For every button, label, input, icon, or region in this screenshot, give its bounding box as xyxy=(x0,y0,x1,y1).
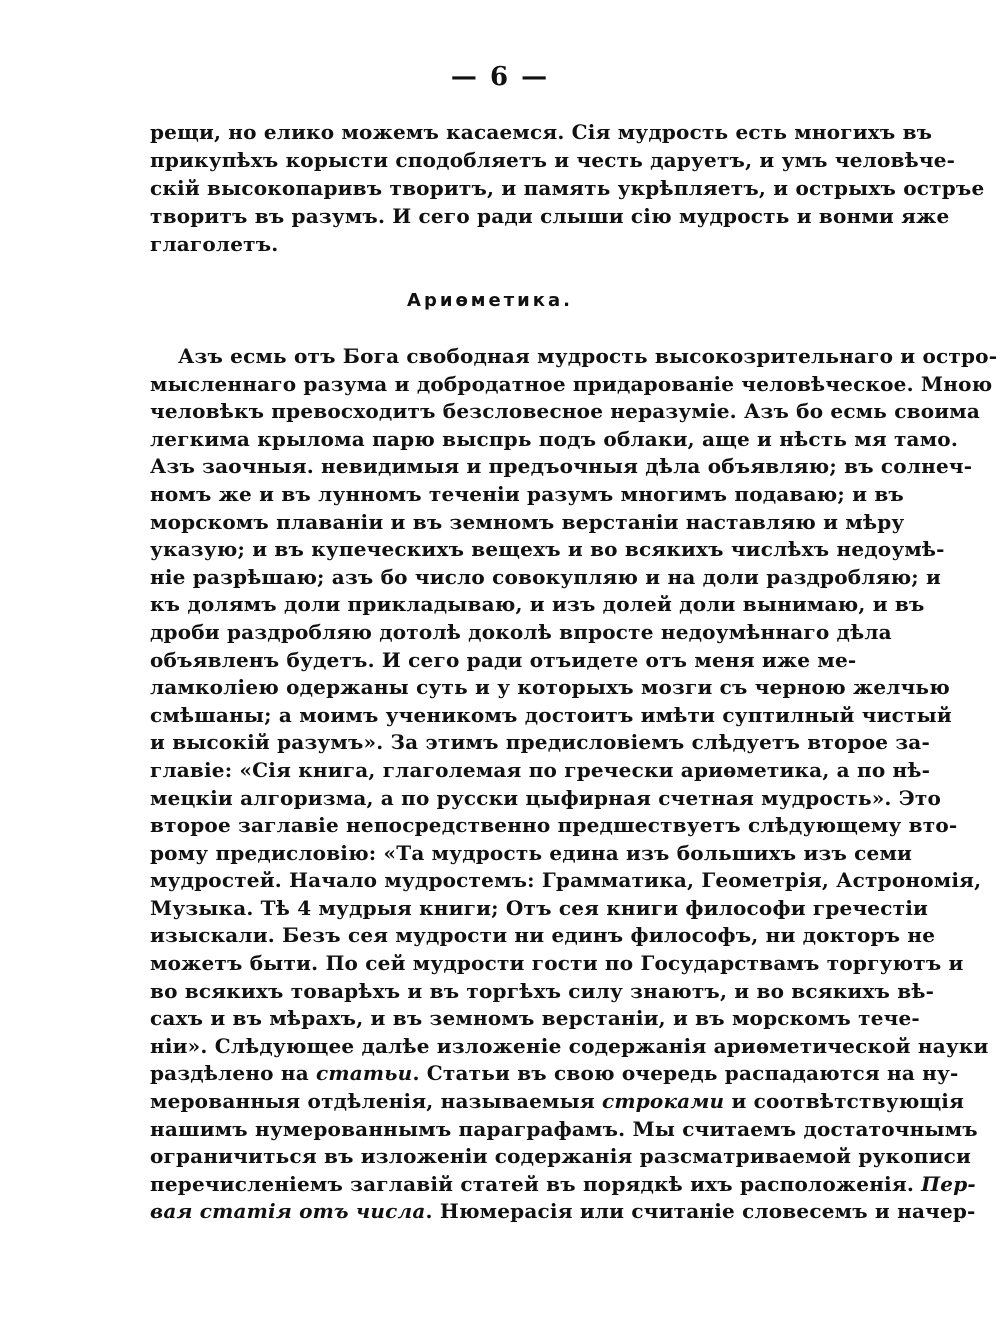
text-line: во всякихъ товарѣхъ и въ торгѣхъ силу знаютъ, и во всякихъ вѣ- xyxy=(150,978,935,1003)
text-line: смѣшаны; а моимъ ученикомъ достоитъ имѣти суптилный чистый xyxy=(150,702,952,727)
text-line: объявленъ будетъ. И сего ради отъидете отъ меня иже ме- xyxy=(150,647,857,672)
text-line: перечисленіемъ заглавій статей въ порядкѣ ихъ расположенія. Пер- xyxy=(150,1171,976,1196)
text-line: можетъ быти. По сей мудрости гости по Государствамъ торгуютъ и xyxy=(150,951,964,976)
text-line: Азъ заочныя. невидимыя и предъочныя дѣла объявляю; въ солнеч- xyxy=(150,454,973,479)
text-line: ограничиться въ изложеніи содержанія разсматриваемой рукописи xyxy=(150,1144,972,1169)
text-line: Азъ есмь отъ Бога свободная мудрость высокозрительнаго и остро- xyxy=(178,344,998,368)
text-line: рому предисловію: «Та мудрость едина изъ большихъ изъ семи xyxy=(150,840,913,865)
text-line: легкима крылома парю выспрь подъ облаки, аще и нѣсть мя тамо. xyxy=(150,426,958,451)
text-line: и высокій разумъ». За этимъ предисловіемъ слѣдуетъ второе за- xyxy=(150,730,930,755)
text-line: прикупѣхъ корысти сподобляетъ и честь даруетъ, и умъ человѣче- xyxy=(150,148,956,172)
text-line: мысленнаго разума и добродатное придарованіе человѣческое. Мною xyxy=(150,371,993,396)
text-line: сахъ и въ мѣрахъ, и въ земномъ верстаніи, и въ морскомъ тече- xyxy=(150,1006,920,1031)
text-line: вая статія отъ числа. Нюмерасія или считаніе словесемъ и начер- xyxy=(150,1199,976,1224)
text-line: дроби раздробляю дотолѣ доколѣ впросте недоумѣннаго дѣла xyxy=(150,619,892,644)
text-line: мерованныя отдѣленія, называемыя строками и соотвѣтствующія xyxy=(150,1089,965,1114)
text-line: рещи, но елико можемъ касаемся. Сія мудрость есть многихъ въ xyxy=(150,120,933,144)
text-line: мецкіи алгоризма, а по русски цыфирная счетная мудрость». Это xyxy=(150,785,941,810)
text-line: раздѣлено на статьи. Статьи въ свою очередь распадаются на ну- xyxy=(150,1061,959,1086)
text-line: номъ же и въ лунномъ теченіи разумъ многимъ подаваю; и въ xyxy=(150,481,904,506)
text-line: второе заглавіе непосредственно предшествуетъ слѣдующему вто- xyxy=(150,813,958,838)
text-line: къ долямъ доли прикладываю, и изъ долей доли вынимаю, и въ xyxy=(150,592,925,617)
text-line: творитъ въ разумъ. И сего ради слыши сію мудрость и вонми яже xyxy=(150,204,950,228)
text-line: Музыка. Тѣ 4 мудрыя книги; Отъ сея книги философи гречестіи xyxy=(150,895,929,920)
text-line: ніе разрѣшаю; азъ бо число совокупляю и на доли раздробляю; и xyxy=(150,564,942,589)
text-line: ламколіею одержаны суть и у которыхъ мозги съ черною желчью xyxy=(150,675,950,700)
paragraph-2 xyxy=(150,343,998,1226)
text-line: глаголетъ. xyxy=(150,232,279,256)
page-number: — 6 — xyxy=(450,62,550,92)
text-line: ніи». Слѣдующее далѣе изложеніе содержанія ариѳметической науки xyxy=(150,1033,989,1058)
text-line: главіе: «Сія книга, глаголемая по гречески ариѳметика, а по нѣ- xyxy=(150,757,931,782)
paragraph-1 xyxy=(150,118,985,258)
text-line: мудростей. Начало мудростемъ: Грамматика, Геометрія, Астрономія, xyxy=(150,868,982,893)
text-line: изыскали. Безъ сея мудрости ни единъ философъ, ни докторъ не xyxy=(150,923,936,948)
text-line: скій высокопаривъ творитъ, и память укрѣпляетъ, и острыхъ остръе xyxy=(150,176,985,200)
text-line: человѣкъ превосходитъ безсловесное неразуміе. Азъ бо есмь своима xyxy=(150,399,980,424)
text-line: указую; и въ купеческихъ вещехъ и во всякихъ числѣхъ недоумѣ- xyxy=(150,537,945,562)
text-line: морскомъ плаваніи и въ земномъ верстаніи наставляю и мѣру xyxy=(150,509,905,534)
text-line: нашимъ нумерованнымъ параграфамъ. Мы считаемъ достаточнымъ xyxy=(150,1116,978,1141)
section-heading: Ариѳметика. xyxy=(407,290,573,311)
